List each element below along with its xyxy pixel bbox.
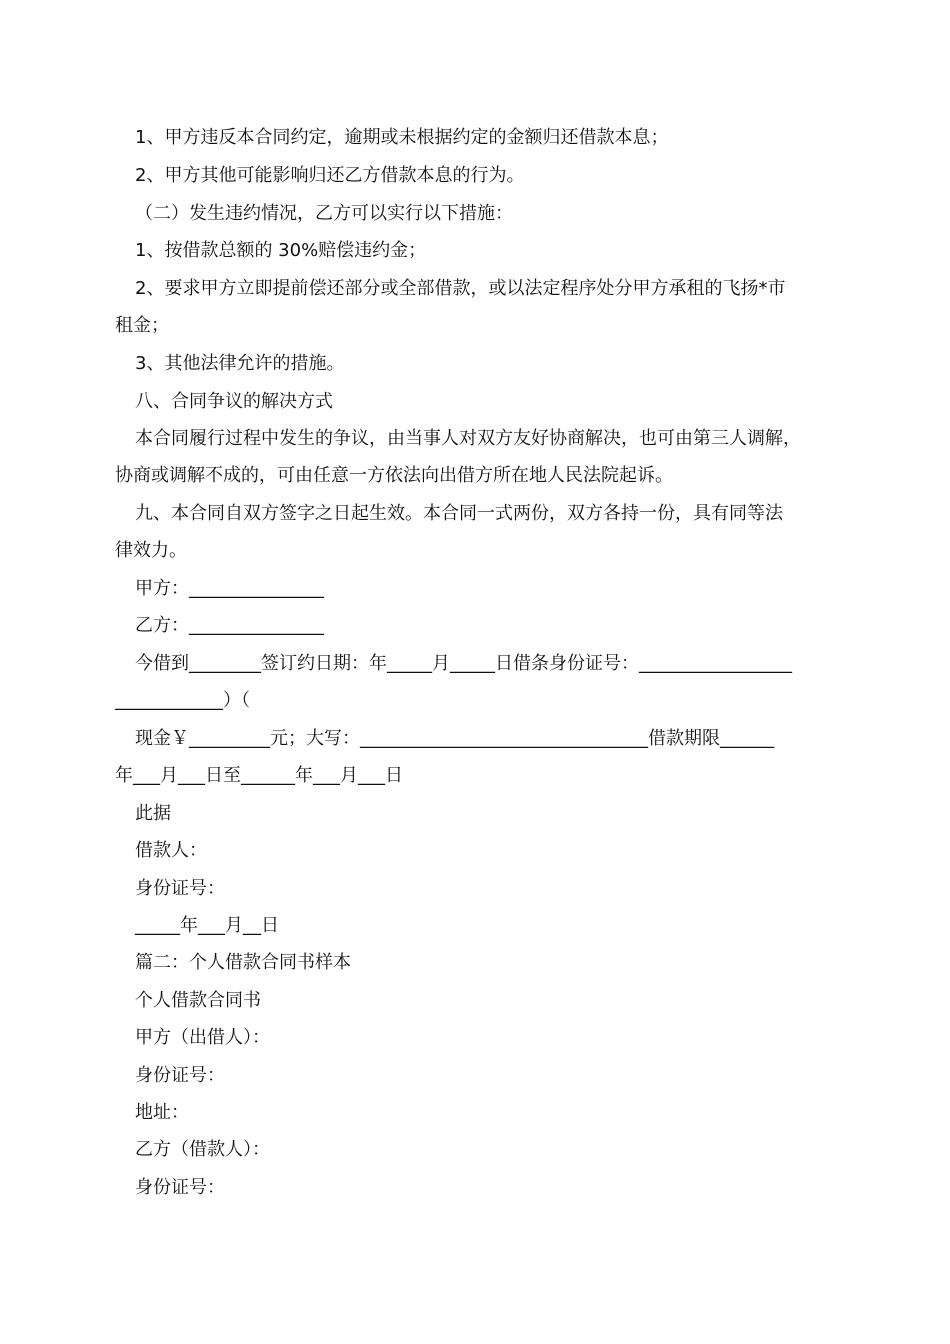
date-line: _____年___月__日 bbox=[135, 915, 279, 936]
chapter-heading: 篇二：个人借款合同书样本 bbox=[135, 952, 351, 973]
clause-line: 1、甲方违反本合同约定，逾期或未根据约定的金额归还借款本息； bbox=[135, 127, 669, 148]
clause-line: 2、要求甲方立即提前偿还部分或全部借款，或以法定程序处分甲方承租的飞扬*市 bbox=[135, 278, 786, 299]
lender-label: 甲方（出借人）： bbox=[135, 1027, 270, 1048]
signature-field-party-a: 甲方：_______________ bbox=[135, 578, 324, 599]
id-number-label: 身份证号： bbox=[135, 1177, 225, 1198]
paragraph-line-continued: 律效力。 bbox=[115, 540, 187, 561]
section-heading: 八、合同争议的解决方式 bbox=[135, 391, 333, 412]
clause-line: 2、甲方其他可能影响归还乙方借款本息的行为。 bbox=[135, 165, 525, 186]
id-number-label: 身份证号： bbox=[135, 1065, 225, 1086]
borrower-label: 借款人： bbox=[135, 840, 207, 861]
iou-line: 今借到________签订约日期：年_____月_____日借条身份证号：_________________ bbox=[135, 653, 792, 674]
paragraph-line: 本合同履行过程中发生的争议，由当事人对双方友好协商解决，也可由第三人调解， bbox=[135, 428, 801, 449]
iou-amount-line: 现金￥_________元；大写：________________________________借款期限______ bbox=[135, 728, 774, 749]
clause-line: 1、按借款总额的 30%赔偿违约金； bbox=[135, 240, 427, 261]
clause-line-continued: 租金； bbox=[115, 315, 169, 336]
contract-title: 个人借款合同书 bbox=[135, 990, 261, 1011]
iou-closing: 此据 bbox=[135, 803, 171, 824]
iou-line-continued: ____________）（ bbox=[115, 690, 250, 711]
iou-period-line: 年___月___日至______年___月___日 bbox=[115, 765, 403, 786]
section-heading: 九、本合同自双方签字之日起生效。本合同一式两份，双方各持一份，具有同等法 bbox=[135, 503, 783, 524]
signature-field-party-b: 乙方：_______________ bbox=[135, 615, 324, 636]
clause-line: 3、其他法律允许的措施。 bbox=[135, 353, 345, 374]
address-label: 地址： bbox=[135, 1102, 189, 1123]
paragraph-line-continued: 协商或调解不成的，可由任意一方依法向出借方所在地人民法院起诉。 bbox=[115, 465, 673, 486]
id-number-label: 身份证号： bbox=[135, 878, 225, 899]
borrower-party-label: 乙方（借款人）： bbox=[135, 1139, 270, 1160]
clause-heading: （二）发生违约情况，乙方可以实行以下措施： bbox=[135, 203, 513, 224]
